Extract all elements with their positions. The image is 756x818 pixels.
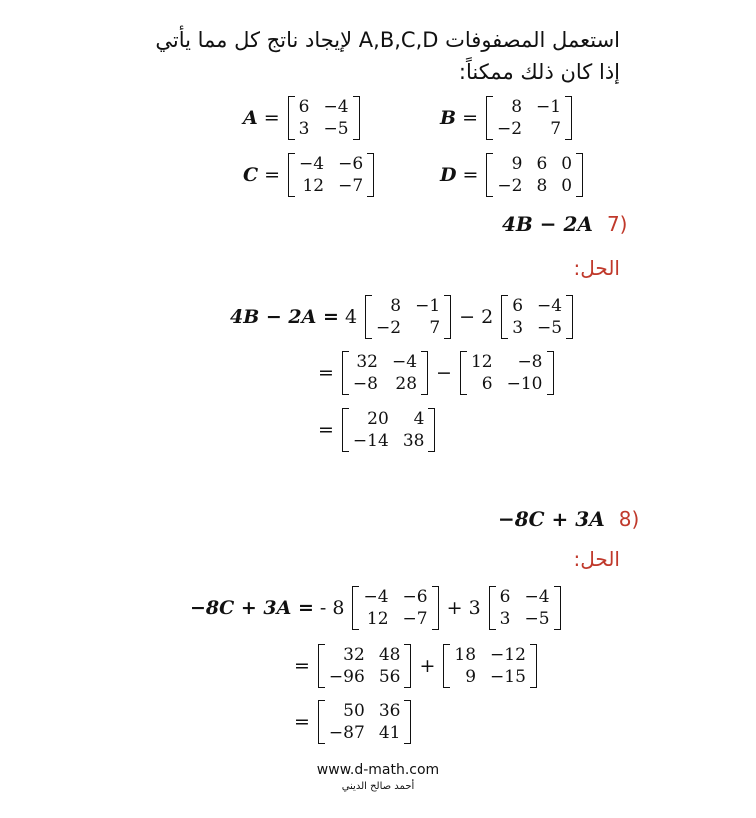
p8-step-1: −8C + 3A = - 8 −4 −6 12 −7 + 3 6 −4 3 −5 [190, 586, 563, 630]
bracket-right [432, 586, 439, 630]
def-B: B = 8 −1 −2 7 [440, 96, 574, 140]
p7-step-2: = 32 −4 −8 28 − 12 −8 6 −10 [312, 351, 556, 395]
matrix-cell: 12 [302, 176, 325, 196]
p8-step1-matrix-1 [352, 586, 438, 630]
matrix-cell: −5 [537, 318, 563, 338]
p8-step2-matrix-2 [443, 644, 537, 688]
p7-step1-matrix-2 [501, 295, 573, 339]
matrix-cell: 7 [429, 318, 441, 338]
matrix-cell: −2 [496, 119, 523, 139]
matrix-cell: −4 [323, 97, 349, 117]
bracket-left [342, 351, 349, 395]
matrix-cell: −10 [506, 374, 543, 394]
bracket-right [421, 351, 428, 395]
def-A: A = 6 −4 3 −5 [243, 96, 362, 140]
p8-step-3: = 50 36 −87 41 [288, 700, 413, 744]
matrix-C [288, 153, 374, 197]
problem-8-solution-label: الحل: [573, 547, 620, 571]
matrix-cell: −87 [328, 723, 365, 743]
def-C: C = −4 −6 12 −7 [243, 153, 376, 197]
matrix-cell: −7 [402, 609, 428, 629]
bracket-left [486, 153, 493, 197]
matrix-cell: 32 [343, 645, 365, 665]
bracket-right [444, 295, 451, 339]
matrix-D [486, 153, 583, 197]
bracket-right [576, 153, 583, 197]
matrix-cell: −4 [363, 587, 389, 607]
matrix-cell: −2 [376, 318, 402, 338]
matrix-cell: −4 [524, 587, 550, 607]
matrix-cell: 48 [378, 645, 401, 665]
matrix-cell: 32 [356, 352, 378, 372]
matrix-cell: 12 [470, 352, 493, 372]
bracket-left [501, 295, 508, 339]
matrix-cell: −5 [524, 609, 550, 629]
bracket-right [547, 351, 554, 395]
bracket-right [530, 644, 537, 688]
bracket-right [404, 700, 411, 744]
matrix-cell: −5 [323, 119, 349, 139]
matrix-cell: 56 [378, 667, 401, 687]
bracket-right [353, 96, 360, 140]
matrix-cell: 0 [561, 154, 573, 174]
bracket-left [342, 408, 349, 452]
bracket-right [566, 295, 573, 339]
matrix-cell: 20 [367, 409, 389, 429]
problem-8-header [498, 507, 639, 531]
matrix-cell: −7 [338, 176, 364, 196]
matrix-cell: −4 [299, 154, 325, 174]
matrix-cell: −2 [497, 176, 523, 196]
matrix-cell: 9 [511, 154, 523, 174]
p7-step2-matrix-2 [460, 351, 554, 395]
matrix-cell: −14 [352, 431, 389, 451]
matrix-cell: 6 [481, 374, 493, 394]
problem-8-expression: −8C + 3A [498, 507, 605, 531]
def-D: D = 9 6 0 −2 8 0 [440, 153, 585, 197]
matrix-A [288, 96, 360, 140]
bracket-left [288, 96, 295, 140]
matrix-cell: 6 [298, 97, 310, 117]
bracket-left [489, 586, 496, 630]
bracket-right [367, 153, 374, 197]
matrix-cell: −4 [391, 352, 418, 372]
problem-7-solution-label: الحل: [573, 256, 620, 280]
matrix-cell: 6 [512, 296, 524, 316]
matrix-cell: −6 [402, 587, 428, 607]
matrix-cell: 41 [378, 723, 401, 743]
p8-step2-matrix-1 [318, 644, 412, 688]
matrix-B [486, 96, 572, 140]
p8-step1-matrix-2 [489, 586, 561, 630]
matrix-cell: 3 [512, 318, 524, 338]
matrix-cell: 28 [395, 374, 418, 394]
matrix-cell: 8 [536, 176, 548, 196]
problem-8-number: 8) [618, 507, 640, 531]
p8-step3-matrix [318, 700, 412, 744]
matrix-cell: 7 [550, 119, 562, 139]
bracket-left [318, 644, 325, 688]
bracket-left [486, 96, 493, 140]
matrix-cell: −4 [537, 296, 563, 316]
bracket-right [428, 408, 435, 452]
p7-step-1: 4B − 2A = 4 8 −1 −2 7 − 2 6 −4 3 −5 [230, 295, 575, 339]
matrix-cell: 8 [390, 296, 402, 316]
bracket-right [565, 96, 572, 140]
p7-step-3: = 20 4 −14 38 [312, 408, 437, 452]
problem-7-number: 7) [606, 212, 628, 236]
matrix-cell: 6 [499, 587, 511, 607]
bracket-right [404, 644, 411, 688]
p7-step3-matrix [342, 408, 436, 452]
bracket-left [365, 295, 372, 339]
matrix-cell: 6 [536, 154, 548, 174]
matrix-cell: 4 [413, 409, 425, 429]
problem-7-header [502, 212, 627, 236]
matrix-cell: 18 [454, 645, 477, 665]
intro-line-2: إذا كان ذلك ممكناً: [458, 60, 620, 84]
matrix-cell: −6 [338, 154, 364, 174]
footer-author: أحمد صالح الديني [341, 781, 415, 792]
matrix-cell: 36 [378, 701, 401, 721]
matrix-cell: 3 [298, 119, 310, 139]
p8-step-2: = 32 48 −96 56 + 18 −12 9 −15 [288, 644, 539, 688]
matrix-cell: 38 [402, 431, 425, 451]
bracket-left [352, 586, 359, 630]
matrix-cell: −96 [328, 667, 365, 687]
matrix-cell: 0 [561, 176, 573, 196]
matrix-cell: 9 [465, 667, 477, 687]
matrix-cell: −1 [536, 97, 562, 117]
footer-site: www.d-math.com [316, 762, 440, 778]
p7-step2-matrix-1 [342, 351, 428, 395]
matrix-cell: 50 [343, 701, 365, 721]
bracket-left [318, 700, 325, 744]
matrix-cell: −8 [517, 352, 543, 372]
problem-7-expression: 4B − 2A [502, 212, 593, 236]
matrix-cell: −12 [490, 645, 526, 665]
matrix-cell: −1 [415, 296, 441, 316]
p7-step1-matrix-1 [365, 295, 451, 339]
matrix-cell: 12 [366, 609, 389, 629]
bracket-left [460, 351, 467, 395]
intro-line-1: استعمل المصفوفات A,B,C,D لإيجاد ناتج كل مما يأتي [155, 28, 620, 52]
matrix-cell: 8 [511, 97, 523, 117]
matrix-cell: −8 [352, 374, 378, 394]
bracket-left [288, 153, 295, 197]
matrix-cell: 3 [499, 609, 511, 629]
bracket-right [554, 586, 561, 630]
matrix-cell: −15 [490, 667, 526, 687]
bracket-left [443, 644, 450, 688]
